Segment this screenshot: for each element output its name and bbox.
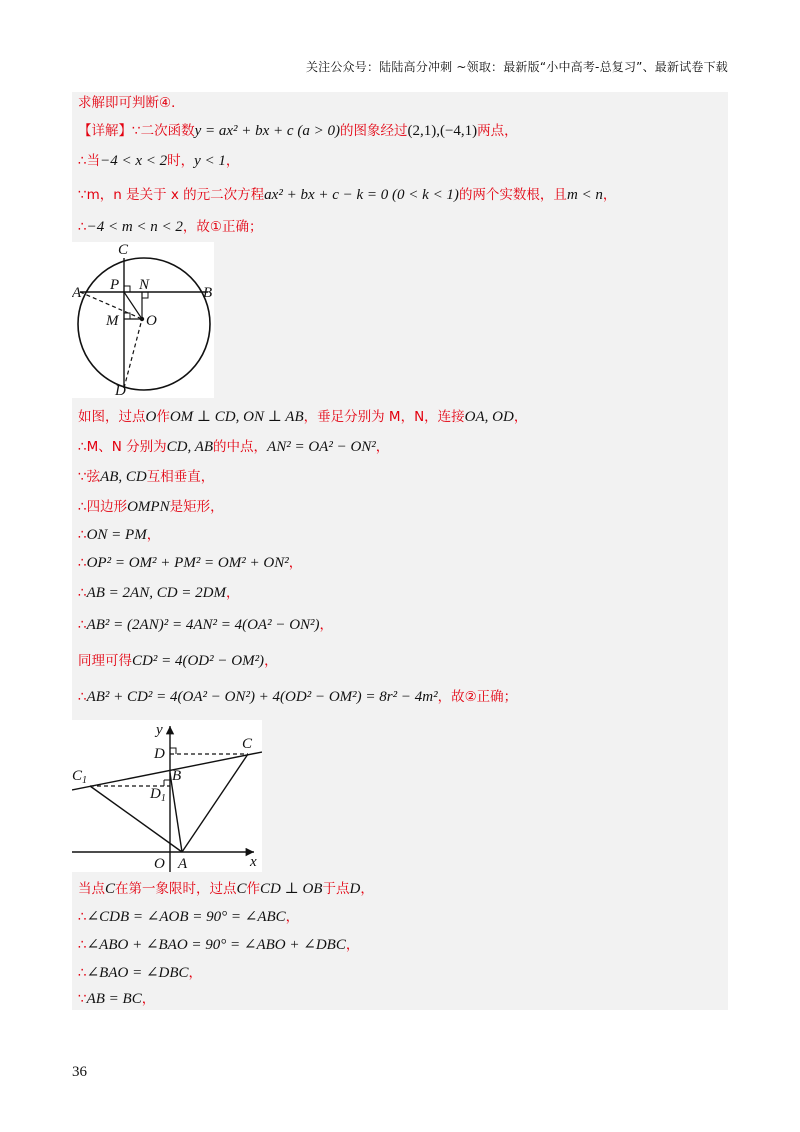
text-segment: ， [285, 909, 300, 925]
line-10 [78, 526, 160, 544]
text-segment: 于点 [322, 881, 350, 897]
text-segment: ∴ [78, 555, 87, 571]
label-d1-sub: 1 [160, 793, 166, 804]
text-segment: ， [288, 555, 303, 571]
line-7 [78, 438, 389, 456]
text-segment: ， [225, 153, 240, 169]
line-12 [78, 584, 240, 602]
label-d1 [149, 786, 166, 804]
math-expression: D [349, 881, 361, 897]
text-segment: 求解即可判断④． [78, 95, 185, 111]
text-segment: ∵m，n 是关于 x 的元二次方程 [78, 187, 265, 203]
text-segment: ， [345, 937, 360, 953]
text-segment: ，故②正确； [437, 689, 518, 705]
circle-chord-figure [72, 242, 214, 398]
text-segment: ， [375, 439, 390, 455]
right-angle-p [124, 286, 130, 292]
text-segment: ∵ [78, 991, 87, 1007]
text-segment: ∴当 [78, 153, 101, 169]
math-expression: OM ⊥ CD, ON ⊥ AB [169, 409, 304, 425]
math-expression: AB = 2AN, CD = 2DM [86, 585, 226, 601]
text-segment: 【详解】∵二次函数 [78, 123, 195, 139]
text-segment: 在第一象限时，过点 [115, 881, 237, 897]
math-expression: −4 < x < 2 [100, 153, 168, 169]
solution-panel [72, 92, 728, 1010]
math-expression: ax² + bx + c − k = 0 (0 < k < 1) [264, 187, 459, 203]
math-expression: CD, AB [166, 439, 214, 455]
text-segment: ， [146, 527, 161, 543]
line-13 [78, 616, 333, 634]
math-expression: ∠ABO + ∠BAO = 90° = ∠ABO + ∠DBC [86, 937, 346, 953]
label-d1-main: D [150, 786, 161, 802]
label-a: A [72, 285, 82, 301]
text-segment: 是矩形， [169, 499, 224, 515]
math-expression: OP² = OM² + PM² = OM² + ON² [86, 555, 289, 571]
text-segment: ∴ [78, 617, 87, 633]
math-expression: (2,1),(−4,1) [407, 123, 478, 139]
label-m: M [106, 313, 119, 329]
text-segment: ∴ [78, 527, 87, 543]
text-segment: ∴M、N 分别为 [78, 439, 167, 455]
label-o: O [146, 313, 157, 329]
text-segment: 时， [167, 153, 195, 169]
label-p: P [110, 277, 120, 293]
text-segment: 如图，过点 [78, 409, 146, 425]
text-segment: 互相垂直， [146, 469, 215, 485]
text-segment: ， [188, 965, 203, 981]
math-expression: CD² = 4(OD² − OM²) [132, 653, 265, 669]
text-segment: ，故①正确； [182, 219, 263, 235]
text-segment: ， [360, 881, 374, 897]
line-17 [78, 908, 299, 926]
label-x: x [250, 854, 257, 870]
math-expression: AB = BC [86, 991, 142, 1007]
text-segment: ∵弦 [78, 469, 101, 485]
label-c: C [242, 736, 253, 752]
text-segment: 作 [246, 881, 261, 897]
segment-od [124, 319, 142, 388]
math-expression: AB, CD [100, 469, 147, 485]
label-c1 [72, 768, 87, 786]
label-c1-main: C [72, 768, 83, 784]
line-6 [78, 408, 527, 426]
math-expression: AB² + CD² = 4(OA² − ON²) + 4(OD² − OM²) = 8r² − 4m² [86, 689, 438, 705]
math-expression: AB² = (2AN)² = 4AN² = 4(OA² − ON²) [86, 617, 320, 633]
label-d: D [115, 383, 126, 398]
math-expression: OA, OD [464, 409, 514, 425]
text-segment: 的两个实数根，且 [458, 187, 567, 203]
math-expression: ∠BAO = ∠DBC [86, 965, 189, 981]
text-segment: 的中点， [213, 439, 268, 455]
math-expression: C [236, 881, 247, 897]
text-segment: ， [319, 617, 334, 633]
coordinate-figure [72, 720, 262, 872]
text-segment: 当点 [78, 881, 105, 897]
line-5 [78, 218, 263, 236]
text-segment: ∴ [78, 585, 87, 601]
math-expression: y = ax² + bx + c (a > 0) [194, 123, 340, 139]
text-segment: 作 [156, 409, 170, 425]
text-segment: ∴ [78, 965, 87, 981]
circle-chord-svg [72, 242, 214, 398]
math-expression: m < n [566, 187, 603, 203]
label-b: B [172, 768, 182, 784]
page-header: 关注公众号：陆陆高分冲刺 ~领取：最新版“小中高考-总复习”、最新试卷下载 [305, 60, 728, 74]
math-expression: OMPN [127, 499, 170, 515]
line-19 [78, 964, 202, 982]
text-segment: ∴ [78, 689, 87, 705]
text-segment: ∴ [78, 909, 87, 925]
line-4 [78, 186, 616, 204]
line-14 [78, 652, 278, 670]
math-expression: ON = PM [86, 527, 147, 543]
label-o: O [154, 856, 165, 872]
line-9 [78, 498, 224, 516]
line-c1c [72, 752, 262, 790]
label-n: N [139, 277, 150, 293]
label-c: C [118, 242, 129, 258]
line-2 [78, 122, 518, 140]
text-segment: ， [602, 187, 617, 203]
text-segment: ， [513, 409, 528, 425]
line-20 [78, 990, 155, 1008]
page-number: 36 [72, 1064, 87, 1080]
math-expression: ∠CDB = ∠AOB = 90° = ∠ABC [86, 909, 286, 925]
segment-ac [182, 754, 248, 852]
text-segment: ∴四边形 [78, 499, 128, 515]
label-b: B [203, 285, 213, 301]
text-segment: 同理可得 [78, 653, 132, 669]
math-expression: C [105, 881, 116, 897]
label-y: y [156, 722, 163, 738]
segment-ac1 [90, 786, 182, 852]
segment-ab [170, 773, 182, 852]
math-expression: AN² = OA² − ON² [267, 439, 376, 455]
math-expression: O [145, 409, 157, 425]
text-segment: ∴ [78, 219, 87, 235]
math-expression: y < 1 [194, 153, 226, 169]
line-11 [78, 554, 302, 572]
text-segment: ， [226, 585, 240, 601]
label-c1-sub: 1 [82, 775, 88, 786]
text-segment: 的图象经过 [339, 123, 408, 139]
line-18 [78, 936, 359, 954]
line-16 [78, 880, 374, 898]
line-15 [78, 688, 517, 706]
text-segment: 两点， [477, 123, 518, 139]
center-dot [140, 317, 144, 321]
text-segment: ，垂足分别为 M，N，连接 [303, 409, 465, 425]
text-segment: ∴ [78, 937, 87, 953]
label-d: D [154, 746, 165, 762]
line-1 [78, 94, 185, 112]
coordinate-svg [72, 720, 262, 872]
right-angle-m [124, 313, 130, 319]
line-8 [78, 468, 214, 486]
line-3 [78, 152, 239, 170]
math-expression: −4 < m < n < 2 [86, 219, 183, 235]
right-angle-d [170, 748, 176, 754]
math-expression: CD ⊥ OB [260, 881, 323, 897]
label-a: A [178, 856, 188, 872]
text-segment: ， [141, 991, 156, 1007]
text-segment: ， [264, 653, 278, 669]
